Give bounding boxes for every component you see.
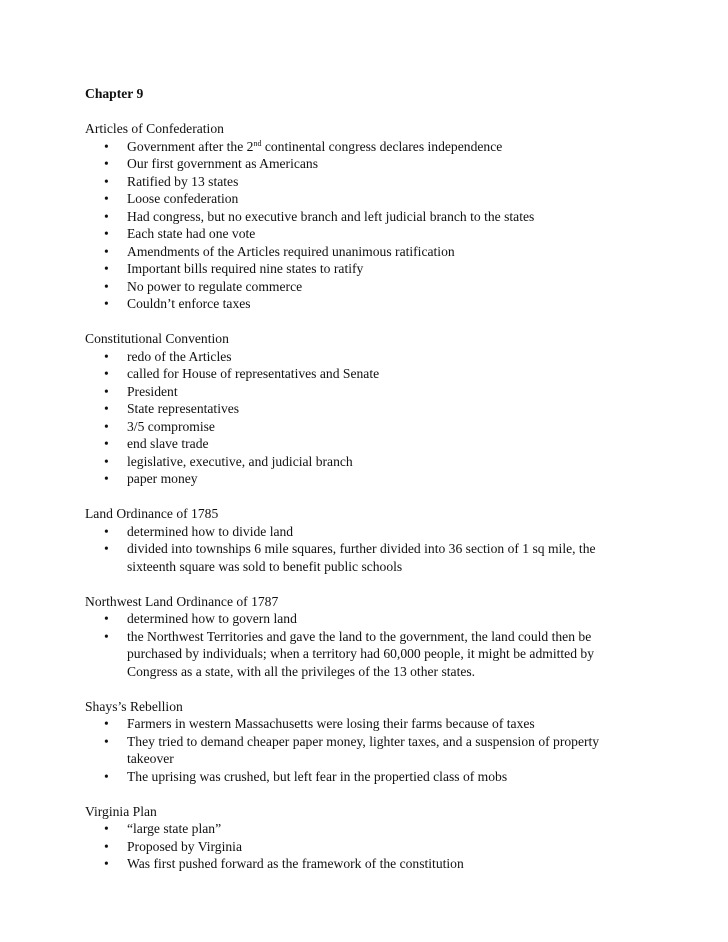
bullet-item — [85, 243, 645, 261]
bullet-icon: • — [104, 278, 109, 294]
bullet-text: Farmers in western Massachusetts were losing their farms because of taxes — [127, 716, 535, 731]
bullet-text: State representatives — [127, 401, 240, 416]
bullet-text: continental congress declares independence — [261, 138, 503, 154]
bullet-icon: • — [104, 471, 109, 486]
bullet-item — [85, 470, 645, 488]
bullet-text: No power to regulate commerce — [127, 278, 303, 294]
section — [85, 505, 645, 575]
bullet-text: Amendments of the Articles required unanimous ratification — [127, 243, 455, 259]
bullet-icon: • — [104, 716, 109, 731]
section — [85, 330, 645, 488]
bullet-icon: • — [104, 243, 109, 259]
bullet-item — [85, 628, 645, 681]
bullet-item — [85, 155, 645, 173]
bullet-item — [85, 838, 645, 856]
section — [85, 120, 645, 313]
ordinal-superscript: nd — [253, 138, 262, 148]
bullet-icon: • — [104, 856, 109, 871]
bullet-text: divided into townships 6 mile squares, further divided into 36 section of 1 sq mile, the sixteenth square was sold to benefit public schools — [127, 541, 596, 574]
bullet-icon: • — [104, 296, 109, 311]
bullet-icon: • — [104, 611, 109, 626]
bullet-text: determined how to divide land — [127, 523, 294, 539]
bullet-item — [85, 855, 645, 873]
bullet-icon: • — [104, 173, 109, 189]
bullet-text: Proposed by Virginia — [127, 838, 242, 854]
bullet-list — [85, 348, 645, 488]
bullet-text: President — [127, 383, 178, 399]
bullet-item — [85, 523, 645, 541]
section — [85, 698, 645, 786]
bullet-icon: • — [104, 191, 109, 206]
bullet-item — [85, 733, 645, 768]
bullet-item — [85, 278, 645, 296]
bullet-item — [85, 768, 645, 786]
bullet-text: Our first government as Americans — [127, 156, 319, 171]
bullet-text: “large state plan” — [127, 821, 222, 836]
bullet-list — [85, 523, 645, 576]
bullet-icon: • — [104, 523, 109, 539]
bullet-item — [85, 208, 645, 226]
bullet-list — [85, 820, 645, 873]
bullet-item — [85, 453, 645, 471]
bullet-item — [85, 260, 645, 278]
section-heading: Land Ordinance of 1785 — [85, 506, 219, 521]
bullet-item — [85, 540, 645, 575]
bullet-text: They tried to demand cheaper paper money, lighter taxes, and a suspension of property takeover — [127, 733, 600, 766]
bullet-icon: • — [104, 366, 109, 381]
bullet-text: Government after the 2 — [127, 138, 254, 154]
bullet-text: Ratified by 13 states — [127, 173, 239, 189]
bullet-item — [85, 225, 645, 243]
bullet-list — [85, 715, 645, 785]
bullet-item — [85, 173, 645, 191]
bullet-text: Loose confederation — [127, 191, 239, 206]
section-heading: Northwest Land Ordinance of 1787 — [85, 593, 279, 609]
bullet-text: end slave trade — [127, 436, 209, 451]
bullet-text: the Northwest Territories and gave the land to the government, the land could then be purchased by individuals; when a territory had 60,000 people, it might be admitted by Congress as a state, with all the privileges of the 13 other states. — [127, 628, 594, 679]
bullet-icon: • — [104, 418, 109, 434]
bullet-text: determined how to govern land — [127, 611, 297, 626]
bullet-item — [85, 820, 645, 838]
bullet-icon: • — [104, 821, 109, 836]
bullet-text: Had congress, but no executive branch and left judicial branch to the states — [127, 208, 535, 224]
bullet-text: Each state had one vote — [127, 226, 256, 241]
bullet-item — [85, 190, 645, 208]
bullet-icon: • — [104, 383, 109, 399]
bullet-icon: • — [104, 208, 109, 224]
bullet-item — [85, 348, 645, 366]
bullet-text: 3/5 compromise — [127, 418, 215, 434]
section — [85, 803, 645, 873]
bullet-icon: • — [104, 628, 109, 644]
section-heading: Constitutional Convention — [85, 331, 229, 346]
bullet-text: called for House of representatives and Senate — [127, 366, 380, 381]
bullet-icon: • — [104, 261, 109, 276]
bullet-item — [85, 295, 645, 313]
bullet-list — [85, 138, 645, 313]
section — [85, 593, 645, 681]
sections-container — [85, 120, 645, 873]
bullet-icon: • — [104, 768, 109, 784]
bullet-icon: • — [104, 348, 109, 364]
bullet-list — [85, 610, 645, 680]
bullet-icon: • — [104, 226, 109, 241]
section-heading: Articles of Confederation — [85, 121, 224, 136]
bullet-text: Couldn’t enforce taxes — [127, 296, 251, 311]
bullet-item — [85, 435, 645, 453]
bullet-text: paper money — [127, 471, 198, 486]
bullet-icon: • — [104, 838, 109, 854]
document-page — [85, 85, 645, 890]
bullet-icon: • — [104, 156, 109, 171]
bullet-item — [85, 715, 645, 733]
chapter-title: Chapter 9 — [85, 86, 144, 101]
section-heading: Shays’s Rebellion — [85, 698, 183, 714]
bullet-text: Was first pushed forward as the framework of the constitution — [127, 856, 464, 871]
bullet-text: The uprising was crushed, but left fear in the propertied class of mobs — [127, 768, 508, 784]
bullet-item — [85, 138, 645, 156]
bullet-item — [85, 400, 645, 418]
bullet-text: redo of the Articles — [127, 348, 232, 364]
bullet-item — [85, 418, 645, 436]
section-heading: Virginia Plan — [85, 803, 157, 819]
bullet-icon: • — [104, 733, 109, 749]
bullet-text: legislative, executive, and judicial branch — [127, 453, 353, 469]
bullet-icon: • — [104, 138, 109, 154]
bullet-item — [85, 383, 645, 401]
bullet-icon: • — [104, 436, 109, 451]
bullet-item — [85, 610, 645, 628]
bullet-icon: • — [104, 401, 109, 416]
bullet-icon: • — [104, 541, 109, 556]
bullet-item — [85, 365, 645, 383]
bullet-text: Important bills required nine states to ratify — [127, 261, 364, 276]
bullet-icon: • — [104, 453, 109, 469]
